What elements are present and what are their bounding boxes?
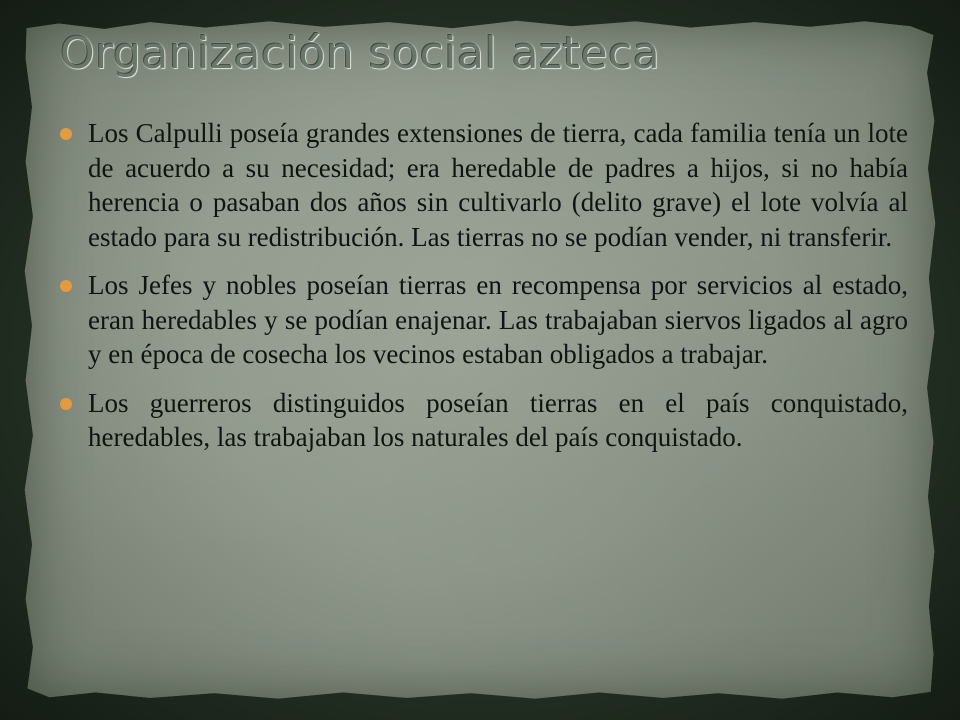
bullet-dot-icon [60, 398, 72, 410]
bullet-dot-icon [60, 280, 72, 292]
bullet-text: Los Jefes y nobles poseían tierras en recompensa por servicios al estado, eran heredables y se podían enajenar. Las trabajaban siervos ligados al agro y en época de cosecha los vecinos estaban obligados a trabajar. [88, 270, 908, 369]
bullet-item [60, 116, 908, 254]
bullet-text: Los guerreros distinguidos poseían tierras en el país conquistado, heredables, las trabajaban los naturales del país conquistado. [88, 387, 908, 452]
bullet-item [60, 268, 908, 372]
slide-title: Organización social azteca [60, 28, 661, 79]
bullet-item [60, 386, 908, 455]
bullet-text: Los Calpulli poseía grandes extensiones de tierra, cada familia tenía un lote de acuerdo a su necesidad; era heredable de padres a hijos, si no había herencia o pasaban dos años sin cultivarlo (delito grave) el lote volvía al estado para su redistribución. Las tierras no se podían vender, ni transferir. [88, 118, 908, 252]
bullet-dot-icon [60, 128, 72, 140]
bullet-list [60, 116, 908, 469]
